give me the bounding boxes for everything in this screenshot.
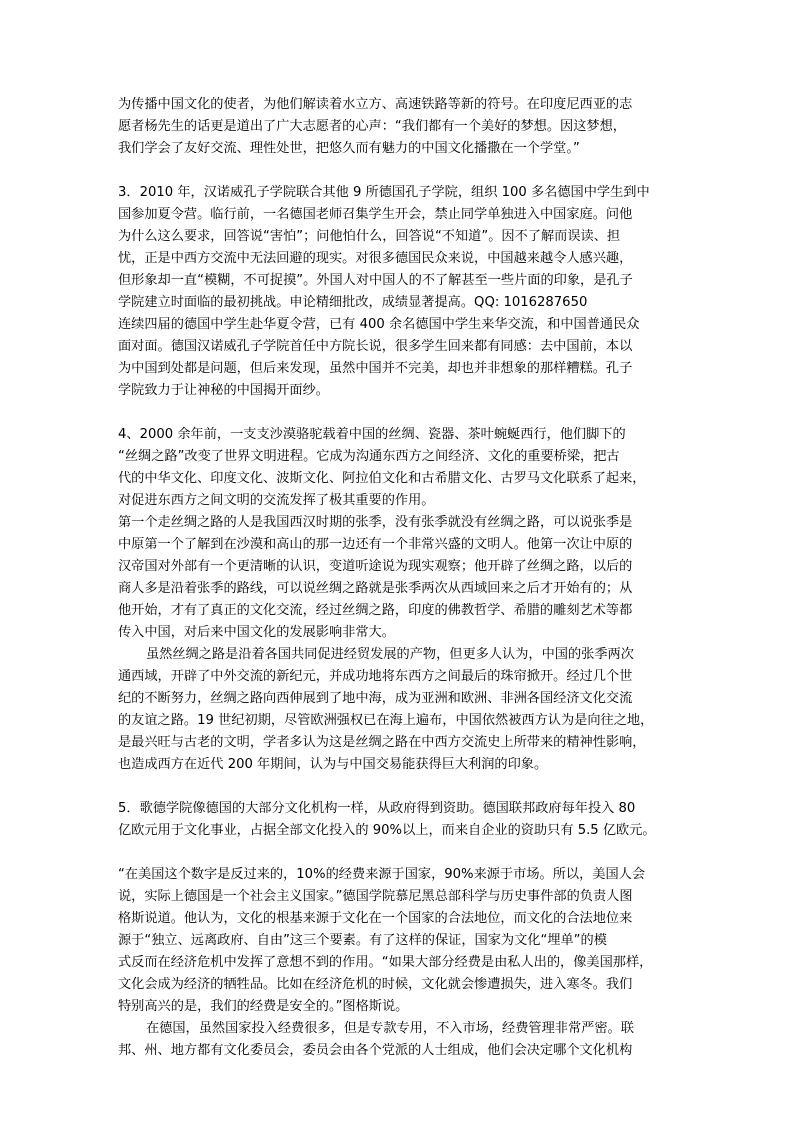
text-line: 连续四届的德国中学生赴华夏令营，已有 400 余名德国中学生来华交流，和中国普通民众 [118, 317, 640, 332]
text-line: 虽然丝绸之路是沿着各国共同促进经贸发展的产物，但更多人认为，中国的张季两次 [146, 647, 634, 662]
text-line: 他开始，才有了真正的文化交流，经过丝绸之路，印度的佛教哲学、希腊的雕刻艺术等都 [118, 603, 633, 618]
text-line: 特别高兴的是，我们的经费是安全的。”图格斯说。 [118, 999, 409, 1014]
text-line: 国参加夏令营。临行前，一名德国老师召集学生开会，禁止同学单独进入中国家庭。问他 [118, 207, 633, 222]
text-line: 源于“独立、远离政府、自由”这三个要素。有了这样的保证，国家为文化“埋单”的模 [118, 933, 607, 948]
text-line: 也造成西方在近代 200 年期间，认为与中国交易能获得巨大利润的印象。 [118, 757, 548, 772]
text-line: 格斯说道。他认为，文化的根基来源于文化在一个国家的合法地位，而文化的合法地位来 [118, 911, 633, 926]
text-line: 学院建立时面临的最初挑战。申论精细批改，成绩显著提高。QQ: 1016287650 [118, 295, 588, 310]
text-line: 在德国，虽然国家投入经费很多，但是专款专用，不入市场，经费管理非常严密。联 [146, 1021, 634, 1036]
text-line: 4、2000 余年前，一支支沙漠骆驼载着中国的丝绸、瓷器、茶叶蜿蜒西行，他们脚下的 [118, 427, 626, 442]
text-line: 5．歌德学院像德国的大部分文化机构一样，从政府得到资助。德国联邦政府每年投入 80 [118, 801, 636, 816]
text-line: 对促进东西方之间文明的交流发挥了极其重要的作用。 [118, 493, 435, 508]
text-line: 学院致力于让神秘的中国揭开面纱。 [118, 383, 329, 398]
paragraph-spacer [118, 776, 678, 798]
text-line: 式反而在经济危机中发挥了意想不到的作用。“如果大部分经费是由私人出的，像美国那样， [118, 955, 653, 970]
text-line: 通西域，开辟了中外交流的新纪元，并成功地将东西方之间最后的珠帘掀开。经过几个世 [118, 669, 633, 684]
text-line: 3．2010 年，汉诺威孔子学院联合其他 9 所德国孔子学院，组织 100 多名德国中学生到中 [118, 185, 650, 200]
text-line: 为中国到处都是问题，但后来发现，虽然中国并不完美，却也并非想象的那样糟糕。孔子 [118, 361, 633, 376]
text-line: 商人多是沿着张季的路线，可以说丝绸之路就是张季两次从西域回来之后才开始有的；从 [118, 581, 633, 596]
paragraph-spacer [118, 160, 678, 182]
text-line: 中原第一个了解到在沙漠和高山的那一边还有一个非常兴盛的文明人。他第一次让中原的 [118, 537, 633, 552]
text-line: 代的中华文化、印度文化、波斯文化、阿拉伯文化和古希腊文化、古罗马文化联系了起来， [118, 471, 646, 486]
text-line: 说，实际上德国是一个社会主义国家。”德国学院慕尼黑总部科学与历史事件部的负责人图 [118, 889, 633, 904]
text-line: 是最兴旺与古老的文明，学者多认为这是丝绸之路在中西方交流史上所带来的精神性影响， [118, 735, 646, 750]
text-line: 汉帝国对外部有一个更清晰的认识，变道听途说为现实观察；他开辟了丝绸之路，以后的 [118, 559, 633, 574]
paragraph-spacer [118, 402, 678, 424]
text-line: 为什么这么要求，回答说“害怕”；问他怕什么，回答说“不知道”。因不了解而误读、担 [118, 229, 621, 244]
text-line: 为传播中国文化的使者，为他们解读着水立方、高速铁路等新的符号。在印度尼西亚的志 [118, 97, 633, 112]
text-line: 传入中国，对后来中国文化的发展影响非常大。 [118, 625, 395, 640]
paragraph-spacer [118, 842, 678, 864]
text-line: 第一个走丝绸之路的人是我国西汉时期的张季，没有张季就没有丝绸之路，可以说张季是 [118, 515, 633, 530]
text-line: 文化会成为经济的牺牲品。比如在经济危机的时候，文化就会惨遭损失，进入寒冬。我们 [118, 977, 633, 992]
text-line: 亿欧元用于文化事业，占据全部文化投入的 90%以上，而来自企业的资助只有 5.5 亿欧元。 [118, 823, 656, 838]
text-line: 忧，正是中西方交流中无法回避的现实。对很多德国民众来说，中国越来越令人感兴趣， [118, 251, 633, 266]
text-line: 的友谊之路。19 世纪初期，尽管欧洲强权已在海上遍布，中国依然被西方认为是向往之地， [118, 713, 654, 728]
text-line: “丝绸之路”改变了世界文明进程。它成为沟通东西方之间经济、文化的重要桥梁，把古 [118, 449, 620, 464]
document-body [118, 94, 678, 1062]
text-line: 纪的不断努力，丝绸之路向西伸展到了地中海，成为亚洲和欧洲、非洲各国经济文化交流 [118, 691, 633, 706]
text-line: “在美国这个数字是反过来的，10%的经费来源于国家，90%来源于市场。所以，美国人会 [118, 867, 646, 882]
text-line: 邦、州、地方都有文化委员会，委员会由各个党派的人士组成，他们会决定哪个文化机构 [118, 1043, 633, 1058]
text-line: 我们学会了友好交流、理性处世，把悠久而有魅力的中国文化播撒在一个学堂。” [118, 141, 580, 156]
text-line: 愿者杨先生的话更是道出了广大志愿者的心声：“我们都有一个美好的梦想。因这梦想， [118, 119, 626, 134]
text-line: 但形象却一直“模糊，不可捉摸”。外国人对中国人的不了解甚至一些片面的印象，是孔子 [118, 273, 633, 288]
text-line: 面对面。德国汉诺威孔子学院首任中方院长说，很多学生回来都有同感：去中国前，本以 [118, 339, 633, 354]
